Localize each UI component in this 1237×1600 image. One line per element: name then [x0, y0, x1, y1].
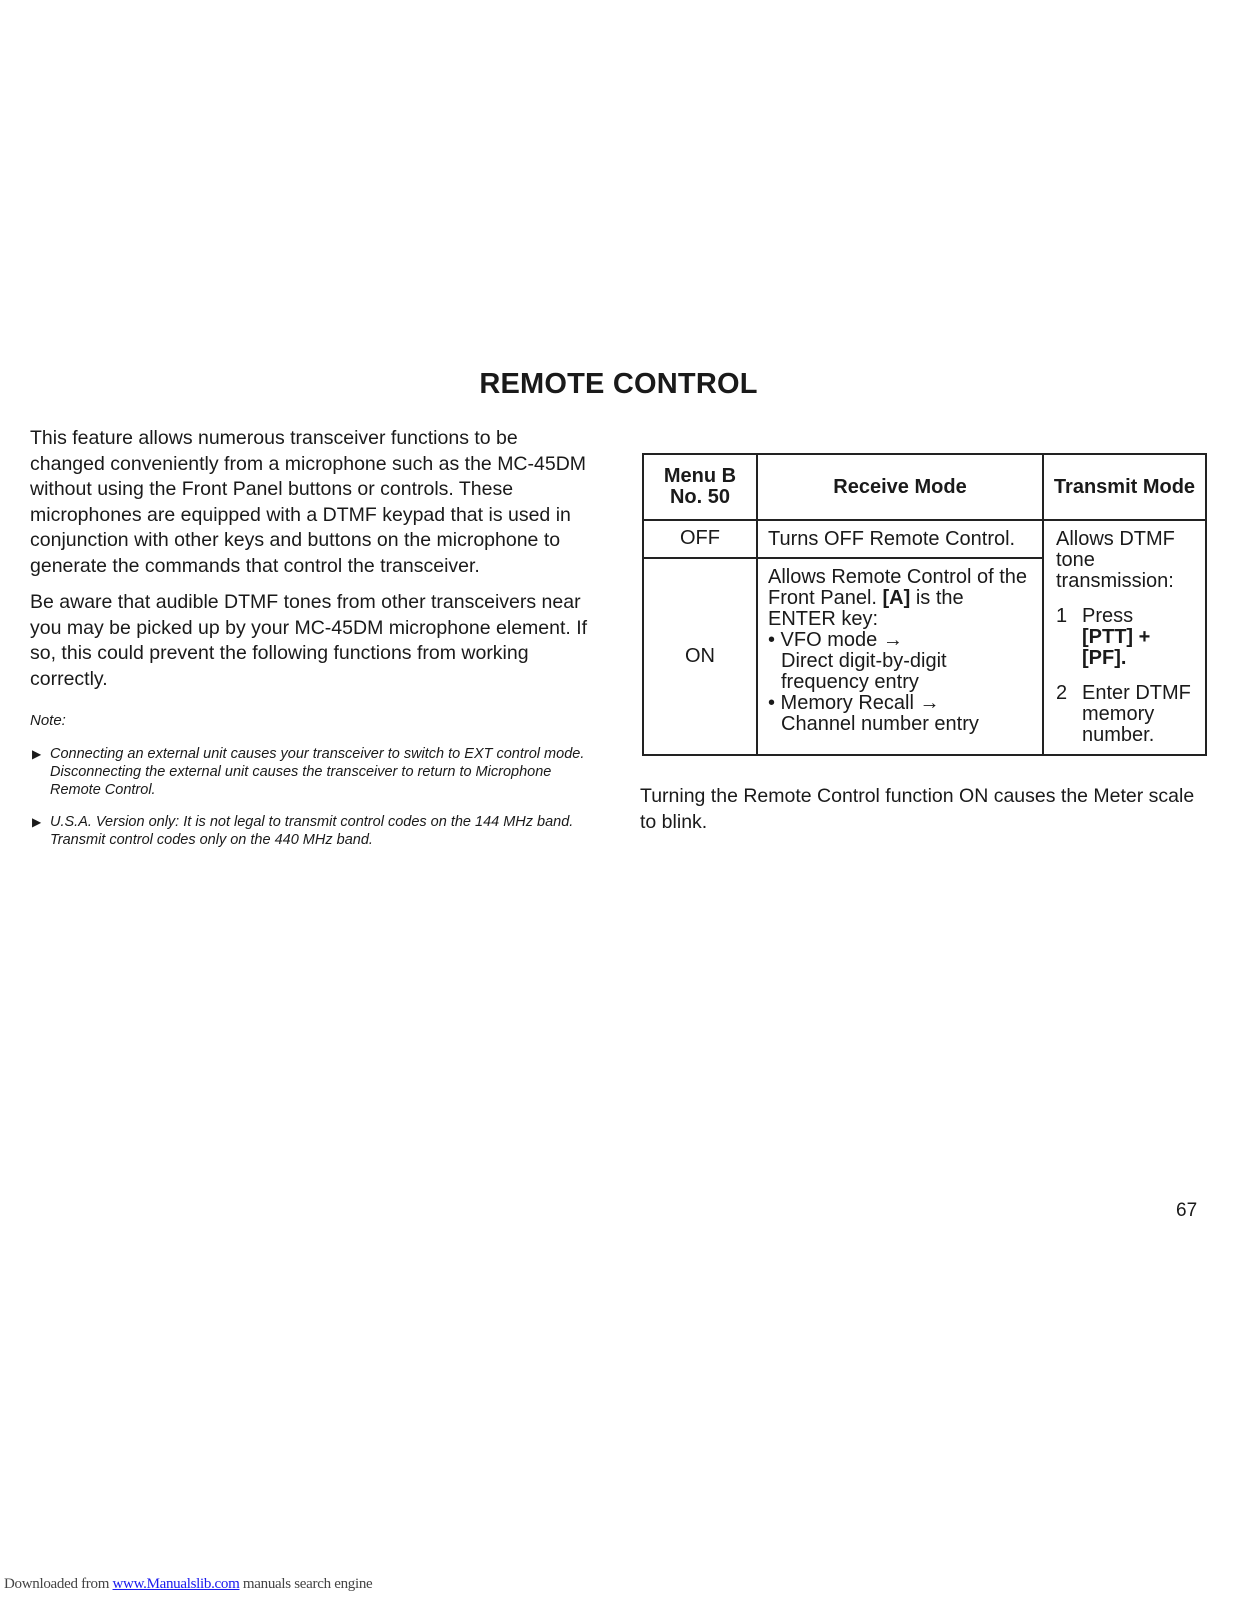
receive-off-cell: Turns OFF Remote Control.: [757, 520, 1043, 558]
menu-header-line: Menu B: [663, 465, 737, 487]
transmit-column-header: Transmit Mode: [1043, 454, 1206, 520]
receive-on-intro: [768, 567, 1034, 630]
step-number: 2: [1056, 682, 1068, 704]
remote-control-table: [642, 453, 1207, 756]
step-text: Press: [1082, 605, 1134, 627]
mode-on-cell: ON: [643, 558, 757, 755]
receive-on-intro-tail: is the ENTER key:: [768, 586, 964, 630]
memory-bullet-body: Channel number entry: [781, 712, 979, 735]
download-footer: [4, 1576, 372, 1593]
memory-bullet: • Memory Recall →: [768, 691, 940, 714]
table-header-row: [643, 454, 1206, 520]
footer-prefix: Downloaded from: [4, 1576, 110, 1592]
note-text: U.S.A. Version only: It is not legal to transmit control codes on the 144 MHz band. Transmit control codes only on the 440 MHz band.: [50, 814, 574, 848]
receive-on-intro-text: Allows Remote Control of the Front Panel.: [768, 565, 1028, 609]
transmit-step: [1056, 683, 1197, 746]
note-item: [30, 813, 590, 849]
intro-paragraph: This feature allows numerous transceiver functions to be changed conveniently from a microphone such as the MC-45DM without using the Front Panel buttons or controls. These microphones are equipped with a DTMF keypad that is used in conjunction with other keys and buttons on the microphone to generate the commands that control the transceiver.: [30, 427, 587, 577]
receive-column-header: Receive Mode: [757, 454, 1043, 520]
step-keys: [PTT] + [PF].: [1082, 626, 1151, 669]
mode-off-cell: OFF: [643, 520, 757, 558]
transmit-intro: Allows DTMF tone transmission:: [1056, 528, 1175, 592]
receive-on-cell: [757, 558, 1043, 755]
triangle-bullet-icon: ▶: [32, 815, 42, 829]
transmit-cell: [1043, 520, 1206, 755]
enter-key-label: [A]: [882, 586, 911, 609]
footer-suffix: manuals search engine: [242, 1576, 373, 1592]
manualslib-link[interactable]: www.Manualslib.com: [112, 1576, 240, 1592]
step-text: Enter DTMF memory number.: [1082, 682, 1191, 746]
vfo-bullet-body: Direct digit-by-digit frequency entry: [781, 649, 947, 693]
step-number: 1: [1056, 605, 1068, 627]
triangle-bullet-icon: ▶: [32, 747, 42, 761]
warning-paragraph: Be aware that audible DTMF tones from other transceivers near you may be picked up by your MC-45DM microphone element. If so, this could prevent the following functions from working correctly.: [30, 591, 588, 690]
intro-column: [30, 426, 590, 863]
vfo-bullet: • VFO mode →: [768, 628, 903, 651]
page-title: REMOTE CONTROL: [479, 368, 758, 400]
table-row-off: [643, 520, 1206, 558]
page-number: 67: [1176, 1200, 1198, 1221]
note-item: [30, 745, 590, 799]
menu-column-header: [643, 454, 757, 520]
note-text: Connecting an external unit causes your transceiver to switch to EXT control mode. Disconnecting the external unit causes the transceiver to return to Microphone Remote Control.: [50, 746, 585, 798]
transmit-step: [1056, 606, 1197, 669]
note-label: Note:: [30, 712, 66, 729]
table-caption: Turning the Remote Control function ON causes the Meter scale to blink.: [640, 785, 1195, 833]
menu-header-line: No. 50: [669, 486, 731, 508]
